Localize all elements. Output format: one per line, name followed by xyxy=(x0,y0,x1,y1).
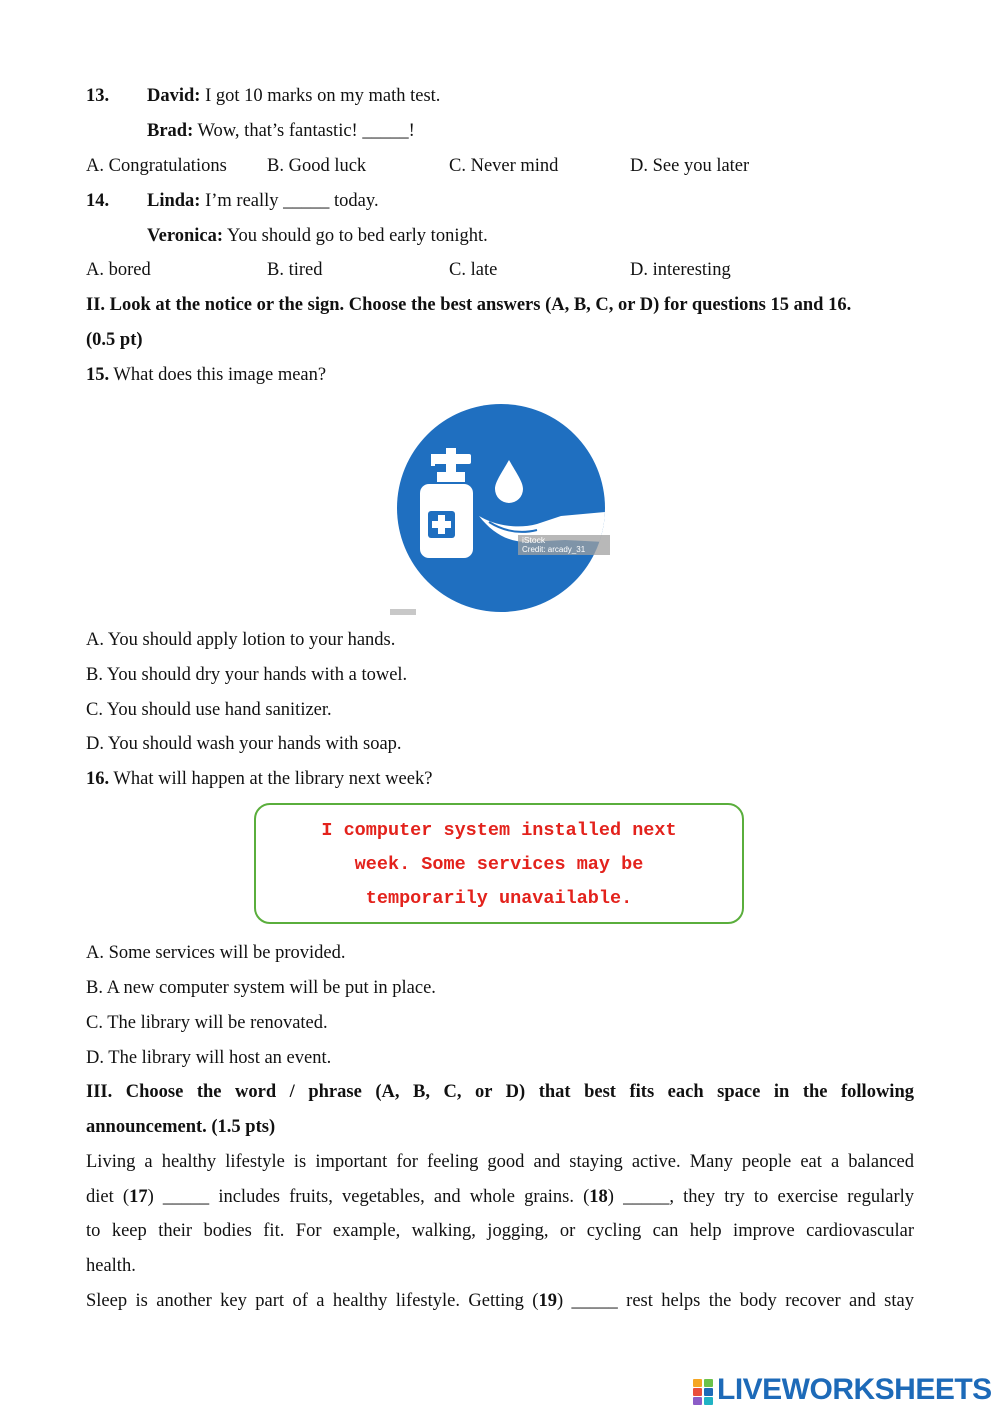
blank-18-number[interactable]: 18 xyxy=(589,1187,608,1207)
image-credit-brand: iStock xyxy=(522,535,546,545)
passage-text: diet ( xyxy=(86,1187,130,1207)
q15-option-b[interactable]: B. You should dry your hands with a towel. xyxy=(86,665,408,685)
image-credit xyxy=(518,535,610,555)
speaker: Veronica: xyxy=(147,226,224,246)
q16-option-c[interactable]: C. The library will be renovated. xyxy=(86,1013,328,1033)
q15-number: 15. xyxy=(86,365,110,385)
passage-line: Living a healthy lifestyle is important for feeling good and staying active. Many people eat a balanced xyxy=(86,1152,914,1172)
q14-line2 xyxy=(147,226,488,247)
liveworksheets-logo xyxy=(693,1372,992,1408)
blank-17-number[interactable]: 17 xyxy=(129,1187,148,1207)
q15-option-c[interactable]: C. You should use hand sanitizer. xyxy=(86,700,332,720)
section2-points: (0.5 pt) xyxy=(86,330,143,350)
q14-option-c[interactable]: C. late xyxy=(449,260,498,280)
dialogue-text: I got 10 marks on my math test. xyxy=(200,86,441,106)
speaker: Linda: xyxy=(147,191,201,211)
passage-text: ) _____ rest helps the body recover and stay xyxy=(556,1291,914,1311)
section3-points: announcement. (1.5 pts) xyxy=(86,1117,276,1137)
passage-line: to keep their bodies fit. For example, walking, jogging, or cycling can help improve cardiovascular xyxy=(86,1221,914,1241)
q15-option-a[interactable]: A. You should apply lotion to your hands. xyxy=(86,630,396,650)
passage-text: ) _____, they try to exercise regularly xyxy=(607,1187,915,1207)
library-notice xyxy=(254,803,744,924)
passage-line: health. xyxy=(86,1256,136,1276)
q14-line1 xyxy=(147,191,379,212)
image-credit-text: Credit: arcady_31 xyxy=(522,545,586,554)
q16-option-d[interactable]: D. The library will host an event. xyxy=(86,1048,332,1068)
q16-option-b[interactable]: B. A new computer system will be put in place. xyxy=(86,978,436,998)
q16-option-a[interactable]: A. Some services will be provided. xyxy=(86,943,346,963)
dialogue-text: You should go to bed early tonight. xyxy=(223,226,488,246)
notice-line: I computer system installed next xyxy=(321,820,677,841)
speaker: Brad: xyxy=(147,121,194,141)
q15-question-text: What does this image mean? xyxy=(109,365,327,385)
blank-19-number[interactable]: 19 xyxy=(538,1291,557,1311)
logo-grid-icon xyxy=(693,1377,715,1403)
q16-question xyxy=(86,769,432,790)
section2-heading: II. Look at the notice or the sign. Choose the best answers (A, B, C, or D) for questions 15 and 16. xyxy=(86,295,852,315)
q14-option-a[interactable]: A. bored xyxy=(86,260,151,280)
passage-text: ) _____ includes fruits, vegetables, and whole grains. ( xyxy=(147,1187,590,1207)
q16-number: 16. xyxy=(86,769,110,789)
q15-option-d[interactable]: D. You should wash your hands with soap. xyxy=(86,734,402,754)
passage-text: Sleep is another key part of a healthy lifestyle. Getting ( xyxy=(86,1291,539,1311)
passage-line xyxy=(86,1187,914,1208)
hand-sanitizer-sign xyxy=(397,404,605,612)
q14-option-b[interactable]: B. tired xyxy=(267,260,323,280)
q14-number: 14. xyxy=(86,191,110,211)
notice-line: temporarily unavailable. xyxy=(365,888,633,909)
dialogue-text: I’m really _____ today. xyxy=(200,191,379,211)
q13-line2 xyxy=(147,121,415,142)
q13-option-d[interactable]: D. See you later xyxy=(630,156,750,176)
q13-option-b[interactable]: B. Good luck xyxy=(267,156,367,176)
q13-option-c[interactable]: C. Never mind xyxy=(449,156,559,176)
q16-question-text: What will happen at the library next week? xyxy=(109,769,433,789)
notice-line: week. Some services may be xyxy=(354,854,644,875)
section3-heading: III. Choose the word / phrase (A, B, C, or D) that best fits each space in the following xyxy=(86,1082,914,1102)
q15-question xyxy=(86,365,326,386)
q13-line1 xyxy=(147,86,440,107)
dialogue-text: Wow, that’s fantastic! _____! xyxy=(193,121,415,141)
passage-line xyxy=(86,1291,914,1312)
watermark-bar xyxy=(390,609,416,615)
q13-option-a[interactable]: A. Congratulations xyxy=(86,156,227,176)
q14-option-d[interactable]: D. interesting xyxy=(630,260,731,280)
speaker: David: xyxy=(147,86,201,106)
hand-sanitizer-icon xyxy=(397,404,605,612)
q13-number: 13. xyxy=(86,86,110,106)
logo-text: LIVEWORKSHEETS xyxy=(717,1373,992,1406)
